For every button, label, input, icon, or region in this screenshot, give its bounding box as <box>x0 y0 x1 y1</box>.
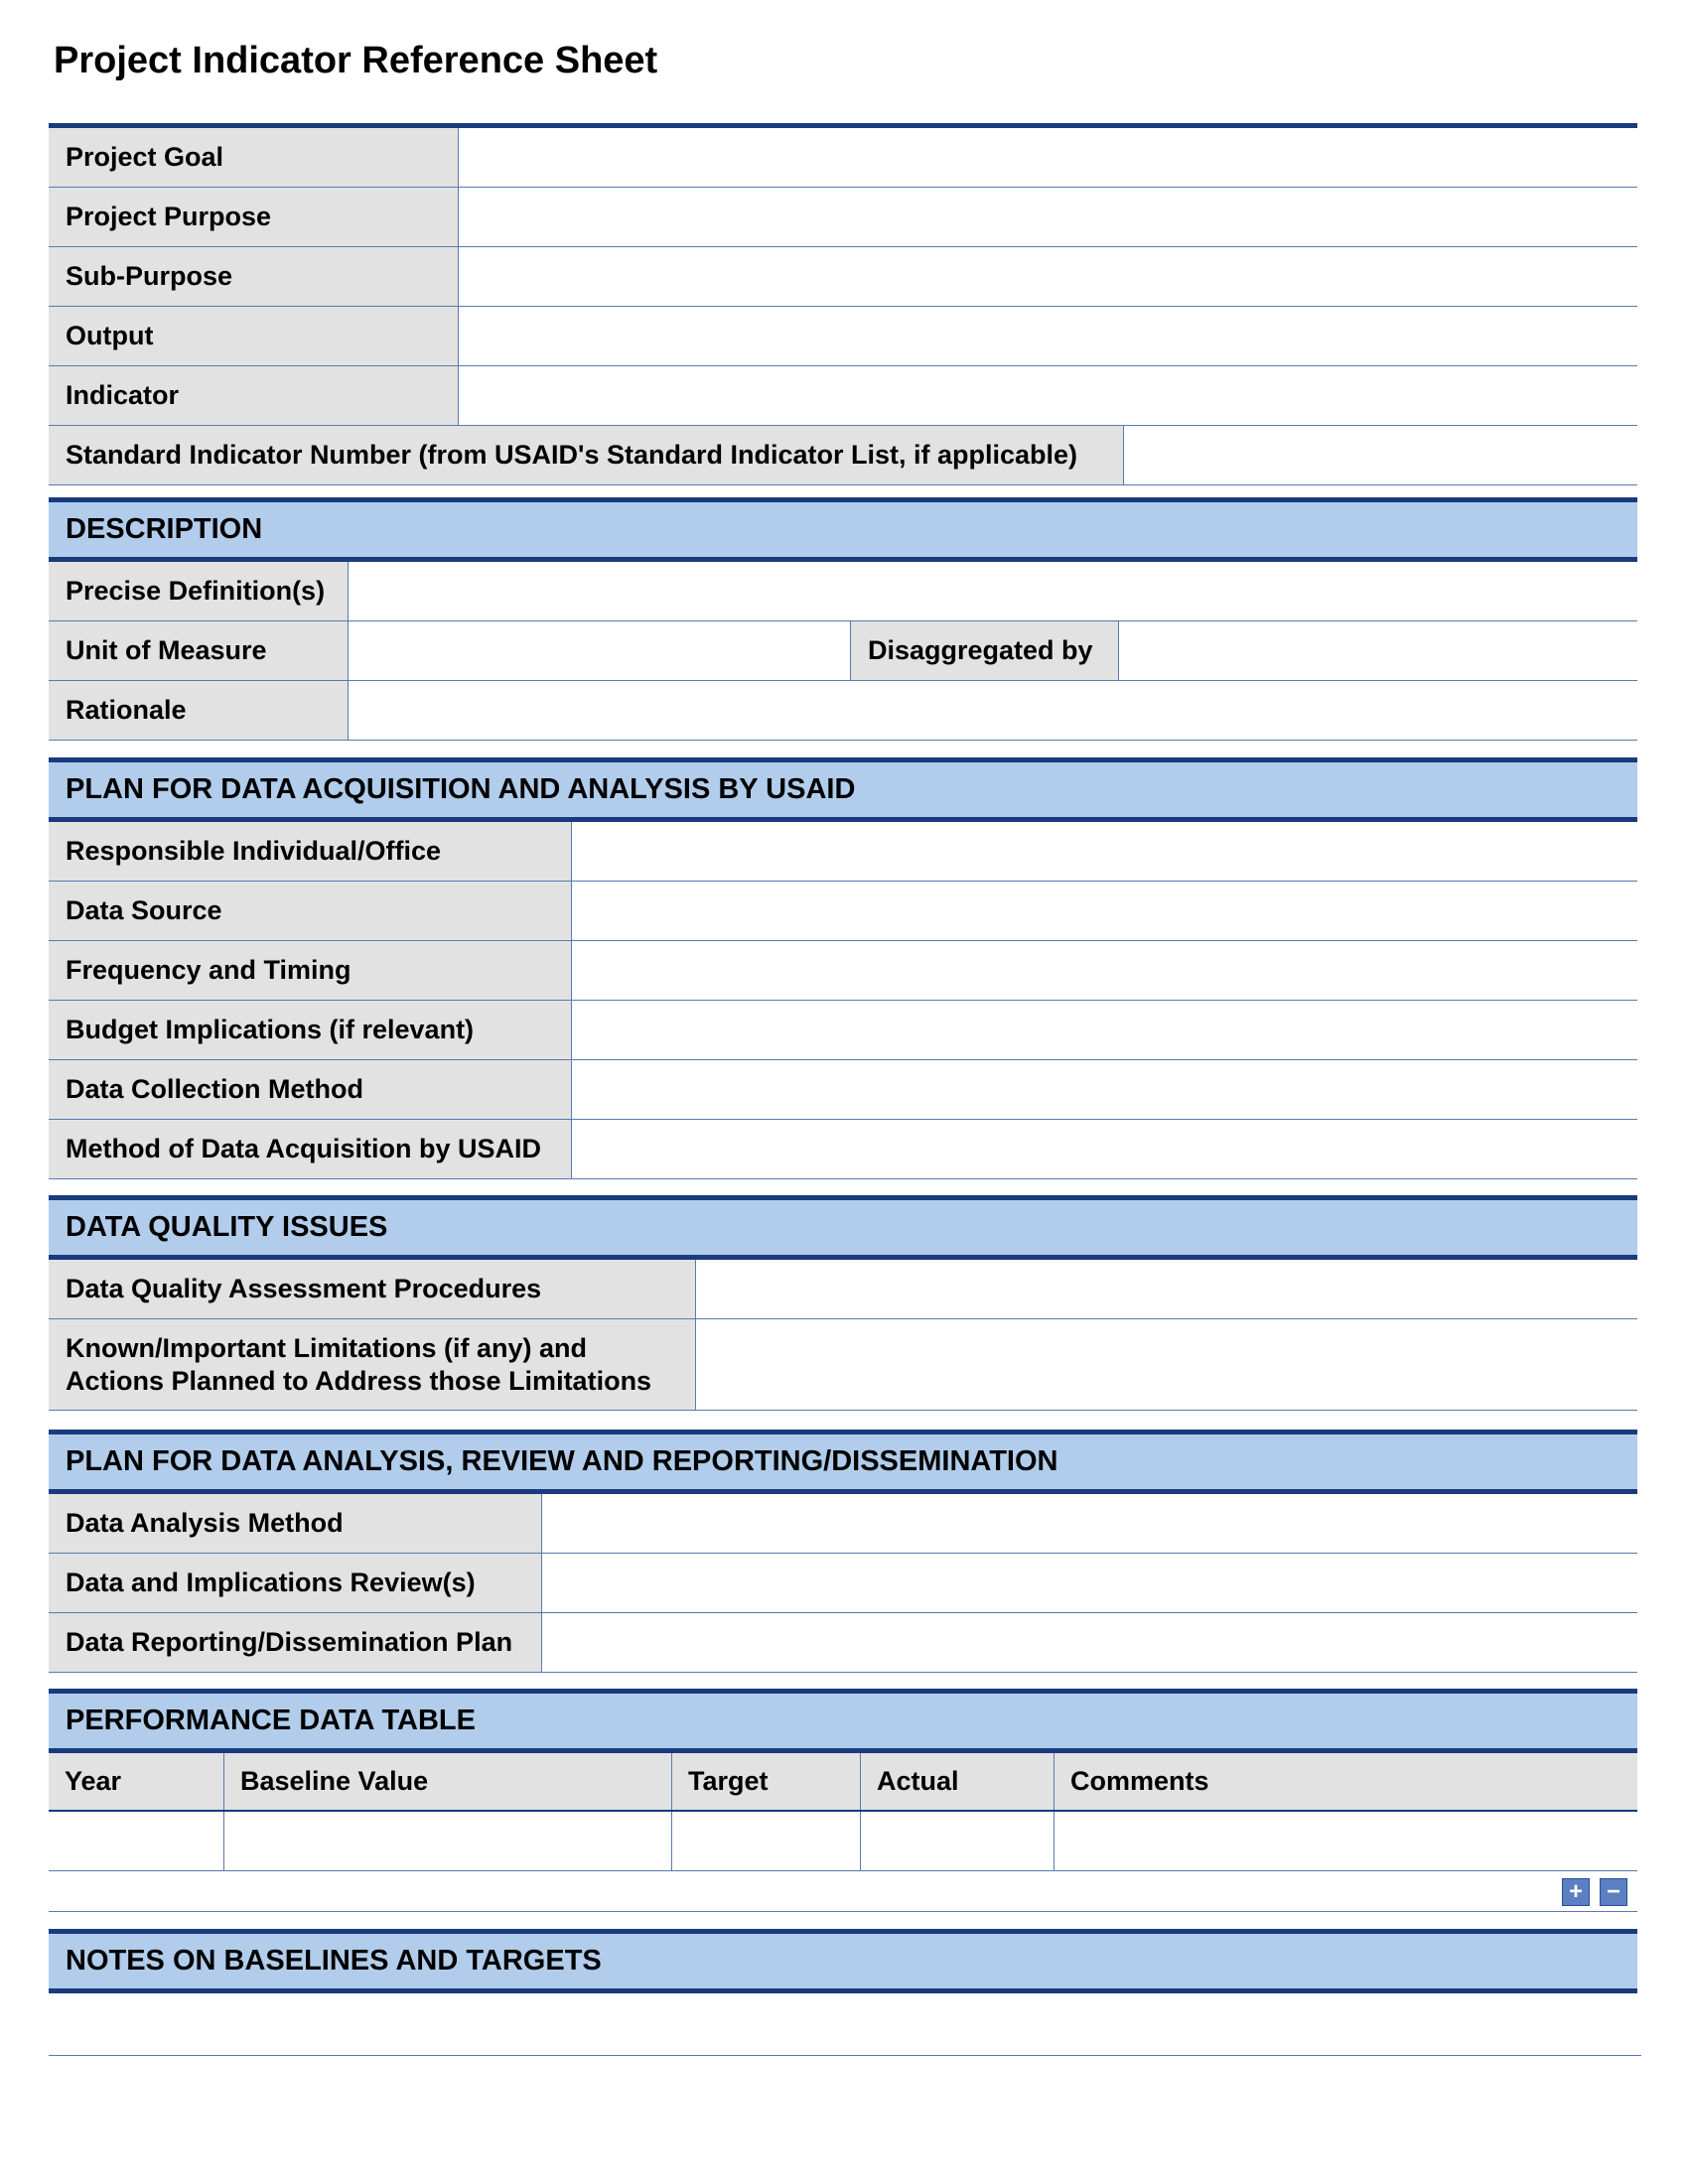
row-responsible <box>49 822 1637 882</box>
performance-table-header <box>49 1753 1637 1812</box>
field-budget[interactable] <box>572 1001 1637 1059</box>
field-frequency[interactable] <box>572 941 1637 1000</box>
row-indicator <box>49 366 1637 426</box>
row-controls <box>1562 1878 1627 1906</box>
row-standard-indicator-number <box>49 426 1637 485</box>
section-notes <box>49 1929 1637 1993</box>
header-table <box>49 123 1637 485</box>
field-collection-method[interactable] <box>572 1060 1637 1119</box>
row-data-source <box>49 882 1637 941</box>
row-rationale <box>49 681 1637 741</box>
label-output: Output <box>49 307 459 365</box>
column-header-comments: Comments <box>1070 1766 1209 1796</box>
label-unit-of-measure: Unit of Measure <box>49 621 349 680</box>
table-row <box>49 1812 1637 1871</box>
field-output[interactable] <box>459 307 1637 365</box>
row-output <box>49 307 1637 366</box>
page-title: Project Indicator Reference Sheet <box>54 40 658 81</box>
field-project-purpose[interactable] <box>459 188 1637 246</box>
field-data-source[interactable] <box>572 882 1637 940</box>
field-indicator[interactable] <box>459 366 1637 425</box>
row-project-purpose <box>49 188 1637 247</box>
row-collection-method <box>49 1060 1637 1120</box>
label-assessment: Data Quality Assessment Procedures <box>49 1260 696 1318</box>
label-limitations-line2: Actions Planned to Address those Limitations <box>66 1365 652 1396</box>
table-controls-row <box>49 1871 1637 1912</box>
label-budget: Budget Implications (if relevant) <box>49 1001 572 1059</box>
row-review <box>49 1554 1637 1613</box>
row-limitations <box>49 1319 1637 1411</box>
section-heading-description: DESCRIPTION <box>49 502 1637 562</box>
field-sub-purpose[interactable] <box>459 247 1637 306</box>
label-precise-definitions: Precise Definition(s) <box>49 562 349 620</box>
label-project-goal: Project Goal <box>49 128 459 187</box>
cell-year[interactable] <box>49 1812 224 1870</box>
field-analysis-method[interactable] <box>542 1494 1637 1553</box>
label-frequency: Frequency and Timing <box>49 941 572 1000</box>
section-heading-data-acquisition: PLAN FOR DATA ACQUISITION AND ANALYSIS BY USAID <box>49 762 1637 822</box>
field-standard-indicator-number[interactable] <box>1124 426 1637 484</box>
row-project-goal <box>49 128 1637 188</box>
row-unit-of-measure <box>49 621 1637 681</box>
label-dissemination: Data Reporting/Dissemination Plan <box>49 1613 542 1672</box>
row-precise-definitions <box>49 562 1637 621</box>
label-disaggregated-by: Disaggregated by <box>851 621 1119 680</box>
column-header-actual: Actual <box>861 1753 1055 1810</box>
field-unit-of-measure[interactable] <box>349 621 851 680</box>
field-assessment[interactable] <box>696 1260 1637 1318</box>
label-review: Data and Implications Review(s) <box>49 1554 542 1612</box>
label-sub-purpose: Sub-Purpose <box>49 247 459 306</box>
field-precise-definitions[interactable] <box>349 562 1637 620</box>
row-analysis-method <box>49 1494 1637 1554</box>
section-performance-table <box>49 1689 1637 1912</box>
notes-field[interactable] <box>49 2055 1641 2056</box>
section-description <box>49 497 1637 741</box>
row-frequency <box>49 941 1637 1001</box>
row-budget <box>49 1001 1637 1060</box>
row-sub-purpose <box>49 247 1637 307</box>
column-header-target: Target <box>672 1753 861 1810</box>
section-heading-reporting: PLAN FOR DATA ANALYSIS, REVIEW AND REPORTING/DISSEMINATION <box>49 1434 1637 1494</box>
field-review[interactable] <box>542 1554 1637 1612</box>
section-data-quality <box>49 1195 1637 1411</box>
field-responsible[interactable] <box>572 822 1637 881</box>
row-acquisition-method <box>49 1120 1637 1179</box>
column-header-baseline: Baseline Value <box>224 1753 672 1810</box>
label-collection-method: Data Collection Method <box>49 1060 572 1119</box>
section-reporting <box>49 1430 1637 1673</box>
row-assessment <box>49 1260 1637 1319</box>
field-project-goal[interactable] <box>459 128 1637 187</box>
label-rationale: Rationale <box>49 681 349 740</box>
column-header-year: Year <box>49 1753 224 1810</box>
field-disaggregated-by[interactable] <box>1119 621 1637 680</box>
field-acquisition-method[interactable] <box>572 1120 1637 1178</box>
cell-actual[interactable] <box>861 1812 1055 1870</box>
remove-row-button[interactable]: − <box>1600 1878 1627 1906</box>
field-rationale[interactable] <box>349 681 1637 740</box>
label-standard-indicator-number: Standard Indicator Number (from USAID's Standard Indicator List, if applicable) <box>49 426 1124 484</box>
section-heading-performance: PERFORMANCE DATA TABLE <box>49 1694 1637 1753</box>
label-acquisition-method: Method of Data Acquisition by USAID <box>49 1120 572 1178</box>
field-limitations[interactable] <box>696 1319 1637 1410</box>
cell-baseline[interactable] <box>224 1812 672 1870</box>
cell-comments[interactable] <box>1055 1812 1637 1870</box>
field-dissemination[interactable] <box>542 1613 1637 1672</box>
section-heading-notes: NOTES ON BASELINES AND TARGETS <box>49 1934 1637 1993</box>
label-responsible: Responsible Individual/Office <box>49 822 572 881</box>
label-project-purpose: Project Purpose <box>49 188 459 246</box>
label-data-source: Data Source <box>49 882 572 940</box>
add-row-button[interactable]: + <box>1562 1878 1590 1906</box>
label-indicator: Indicator <box>49 366 459 425</box>
section-heading-data-quality: DATA QUALITY ISSUES <box>49 1200 1637 1260</box>
label-limitations-line1: Known/Important Limitations (if any) and <box>66 1332 587 1363</box>
cell-target[interactable] <box>672 1812 861 1870</box>
section-data-acquisition <box>49 757 1637 1179</box>
label-analysis-method: Data Analysis Method <box>49 1494 542 1553</box>
label-limitations <box>49 1319 696 1410</box>
row-dissemination <box>49 1613 1637 1673</box>
